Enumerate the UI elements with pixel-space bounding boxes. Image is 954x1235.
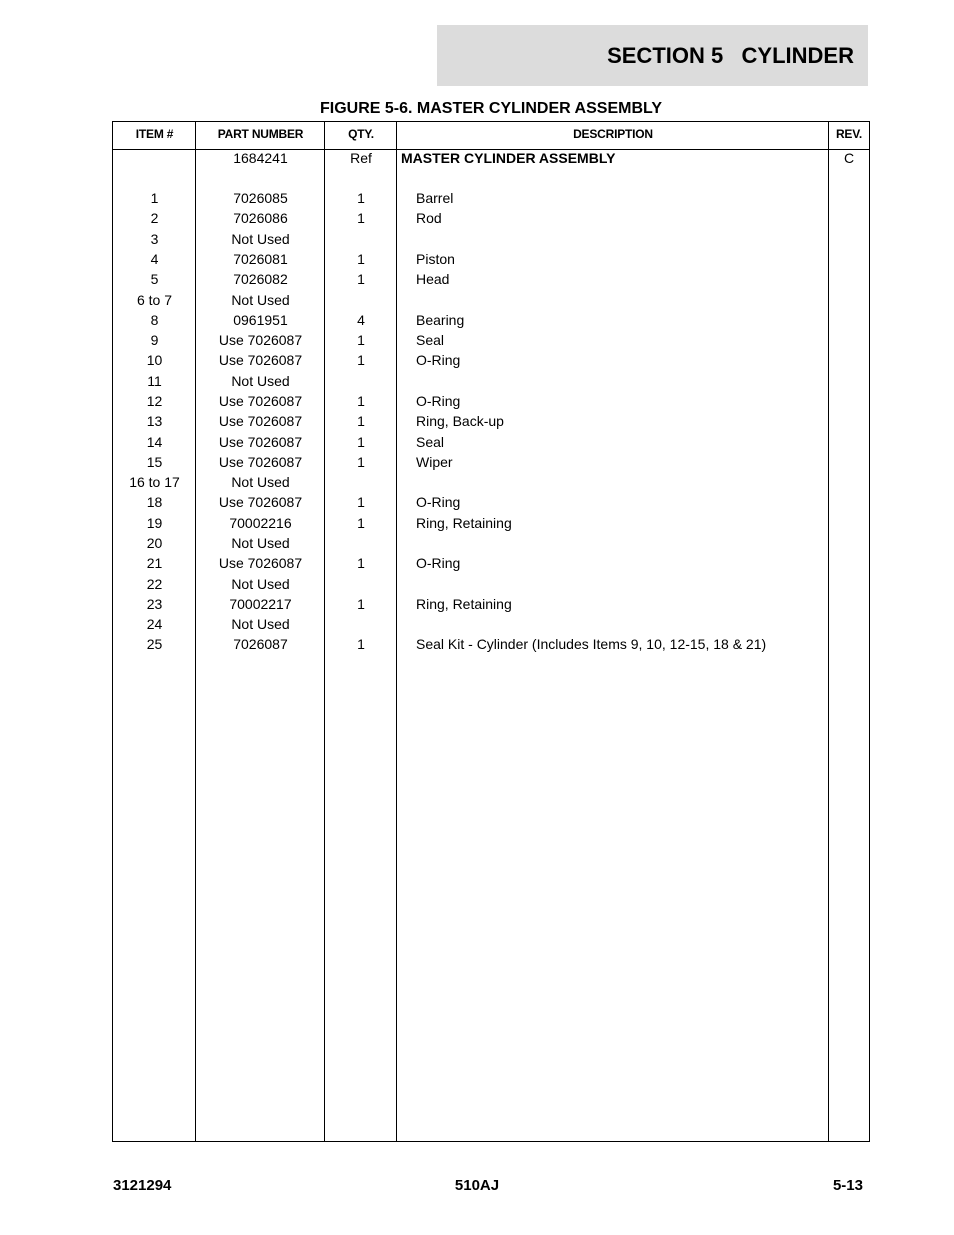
quantity xyxy=(325,290,397,310)
quantity xyxy=(325,614,397,634)
revision xyxy=(829,350,869,370)
part-number: Use 7026087 xyxy=(218,413,303,429)
revision xyxy=(829,594,869,614)
description: Head xyxy=(416,271,450,287)
table-row xyxy=(113,330,869,350)
item-number: 6 to 7 xyxy=(136,292,173,308)
figure-title: FIGURE 5-6. MASTER CYLINDER ASSEMBLY xyxy=(320,100,662,117)
quantity: 1 xyxy=(357,251,365,267)
section-header xyxy=(437,25,868,86)
quantity: Ref xyxy=(350,150,372,166)
part-number: Use 7026087 xyxy=(218,332,303,348)
quantity xyxy=(325,574,397,594)
item-number: 23 xyxy=(146,596,163,612)
revision xyxy=(829,492,869,512)
revision xyxy=(829,614,869,634)
part-number: 7026086 xyxy=(233,210,288,226)
item-number: 4 xyxy=(150,251,159,267)
item-number: 15 xyxy=(146,454,163,470)
item-number: 25 xyxy=(146,636,163,652)
column-header-rev: REV. xyxy=(835,127,863,141)
table-row xyxy=(113,513,869,533)
description: Ring, Back-up xyxy=(416,413,504,429)
column-header-qty: QTY. xyxy=(348,127,374,141)
quantity: 1 xyxy=(357,636,365,652)
part-number: 7026081 xyxy=(233,251,288,267)
quantity: 1 xyxy=(357,271,365,287)
item-number: 22 xyxy=(146,576,163,592)
description: Bearing xyxy=(416,312,465,328)
table-row xyxy=(113,634,869,654)
quantity: 1 xyxy=(357,454,365,470)
quantity: 1 xyxy=(357,555,365,571)
part-number: 7026087 xyxy=(233,636,288,652)
description xyxy=(416,229,826,249)
part-number: 0961951 xyxy=(233,312,288,328)
table-row xyxy=(113,391,869,411)
quantity: 1 xyxy=(357,434,365,450)
item-number: 16 to 17 xyxy=(129,474,180,490)
table-row xyxy=(113,148,869,168)
item-number: 21 xyxy=(146,555,163,571)
footer-model: 510AJ xyxy=(454,1177,500,1194)
description: MASTER CYLINDER ASSEMBLY xyxy=(401,150,616,166)
revision xyxy=(829,574,869,594)
description: Ring, Retaining xyxy=(416,515,512,531)
table-row xyxy=(113,411,869,431)
description: Wiper xyxy=(416,454,453,470)
part-number: 7026082 xyxy=(233,271,288,287)
parts-table xyxy=(112,121,870,1142)
column-header-part-number: PART NUMBER xyxy=(217,127,304,141)
part-number: 7026085 xyxy=(233,190,288,206)
table-row xyxy=(113,310,869,330)
table-row xyxy=(113,432,869,452)
table-row xyxy=(113,594,869,614)
table-row xyxy=(113,188,869,208)
item-number: 14 xyxy=(146,434,163,450)
revision xyxy=(829,330,869,350)
table-row xyxy=(113,290,869,310)
revision xyxy=(829,229,869,249)
table-row xyxy=(113,208,869,228)
part-number: Not Used xyxy=(231,616,290,632)
part-number: Use 7026087 xyxy=(218,454,303,470)
revision xyxy=(829,391,869,411)
item-number: 10 xyxy=(146,352,163,368)
revision xyxy=(829,513,869,533)
quantity: 1 xyxy=(357,352,365,368)
part-number: Not Used xyxy=(231,231,290,247)
quantity xyxy=(325,472,397,492)
description: O-Ring xyxy=(416,393,461,409)
description: O-Ring xyxy=(416,494,461,510)
revision xyxy=(829,310,869,330)
revision xyxy=(829,371,869,391)
description xyxy=(416,533,826,553)
description xyxy=(416,574,826,594)
quantity: 1 xyxy=(357,332,365,348)
item-number: 11 xyxy=(147,373,162,389)
quantity: 1 xyxy=(357,393,365,409)
item-number: 1 xyxy=(150,190,159,206)
description: Seal xyxy=(416,434,445,450)
quantity: 1 xyxy=(357,515,365,531)
quantity xyxy=(325,533,397,553)
footer-page-number: 5-13 xyxy=(832,1177,863,1194)
revision xyxy=(829,269,869,289)
part-number: Not Used xyxy=(231,535,290,551)
part-number: Use 7026087 xyxy=(218,434,303,450)
table-row xyxy=(113,249,869,269)
part-number: 70002217 xyxy=(229,596,292,612)
revision xyxy=(829,411,869,431)
description xyxy=(416,614,826,634)
table-row xyxy=(113,472,869,492)
revision xyxy=(829,452,869,472)
part-number: Use 7026087 xyxy=(218,393,303,409)
table-row xyxy=(113,614,869,634)
description xyxy=(416,371,826,391)
part-number: 1684241 xyxy=(233,150,288,166)
item-number: 5 xyxy=(150,271,159,287)
footer-document-number: 3121294 xyxy=(113,1177,172,1194)
description: O-Ring xyxy=(416,352,461,368)
table-row xyxy=(113,492,869,512)
description: Seal xyxy=(416,332,445,348)
description: Ring, Retaining xyxy=(416,596,512,612)
revision xyxy=(829,634,869,654)
table-row xyxy=(113,452,869,472)
table-row xyxy=(113,229,869,249)
item-number: 18 xyxy=(146,494,163,510)
revision xyxy=(829,290,869,310)
part-number: Use 7026087 xyxy=(218,352,303,368)
description xyxy=(416,290,826,310)
item-number: 12 xyxy=(146,393,163,409)
description xyxy=(416,472,826,492)
quantity: 1 xyxy=(357,494,365,510)
table-row xyxy=(113,269,869,289)
item-number: 24 xyxy=(146,616,163,632)
description: Piston xyxy=(416,251,455,267)
item-number xyxy=(113,148,196,168)
item-number: 9 xyxy=(150,332,159,348)
item-number: 13 xyxy=(146,413,163,429)
revision xyxy=(829,553,869,573)
part-number: Not Used xyxy=(231,474,290,490)
description: Rod xyxy=(416,210,442,226)
revision xyxy=(829,188,869,208)
section-title: SECTION 5 CYLINDER xyxy=(607,42,854,68)
column-header-item: ITEM # xyxy=(135,127,174,141)
table-row xyxy=(113,371,869,391)
table-row xyxy=(113,553,869,573)
table-row xyxy=(113,574,869,594)
quantity: 1 xyxy=(357,596,365,612)
part-number: 70002216 xyxy=(229,515,292,531)
revision xyxy=(829,249,869,269)
table-row xyxy=(113,350,869,370)
item-number: 8 xyxy=(150,312,159,328)
revision: C xyxy=(843,150,855,166)
item-number: 2 xyxy=(150,210,159,226)
revision xyxy=(829,432,869,452)
quantity xyxy=(325,229,397,249)
quantity: 4 xyxy=(357,312,365,328)
quantity: 1 xyxy=(357,210,365,226)
revision xyxy=(829,208,869,228)
part-number: Use 7026087 xyxy=(218,494,303,510)
quantity: 1 xyxy=(357,190,365,206)
item-number: 20 xyxy=(146,535,163,551)
part-number: Not Used xyxy=(231,292,290,308)
description: O-Ring xyxy=(416,555,461,571)
part-number: Use 7026087 xyxy=(218,555,303,571)
table-row xyxy=(113,533,869,553)
quantity xyxy=(325,371,397,391)
revision xyxy=(829,533,869,553)
description: Seal Kit - Cylinder (Includes Items 9, 10, 12-15, 18 & 21) xyxy=(416,636,767,652)
item-number: 3 xyxy=(150,231,159,247)
item-number: 19 xyxy=(146,515,163,531)
revision xyxy=(829,472,869,492)
column-header-description: DESCRIPTION xyxy=(573,127,653,141)
part-number: Not Used xyxy=(231,373,290,389)
quantity: 1 xyxy=(357,413,365,429)
part-number: Not Used xyxy=(231,576,290,592)
description: Barrel xyxy=(416,190,454,206)
